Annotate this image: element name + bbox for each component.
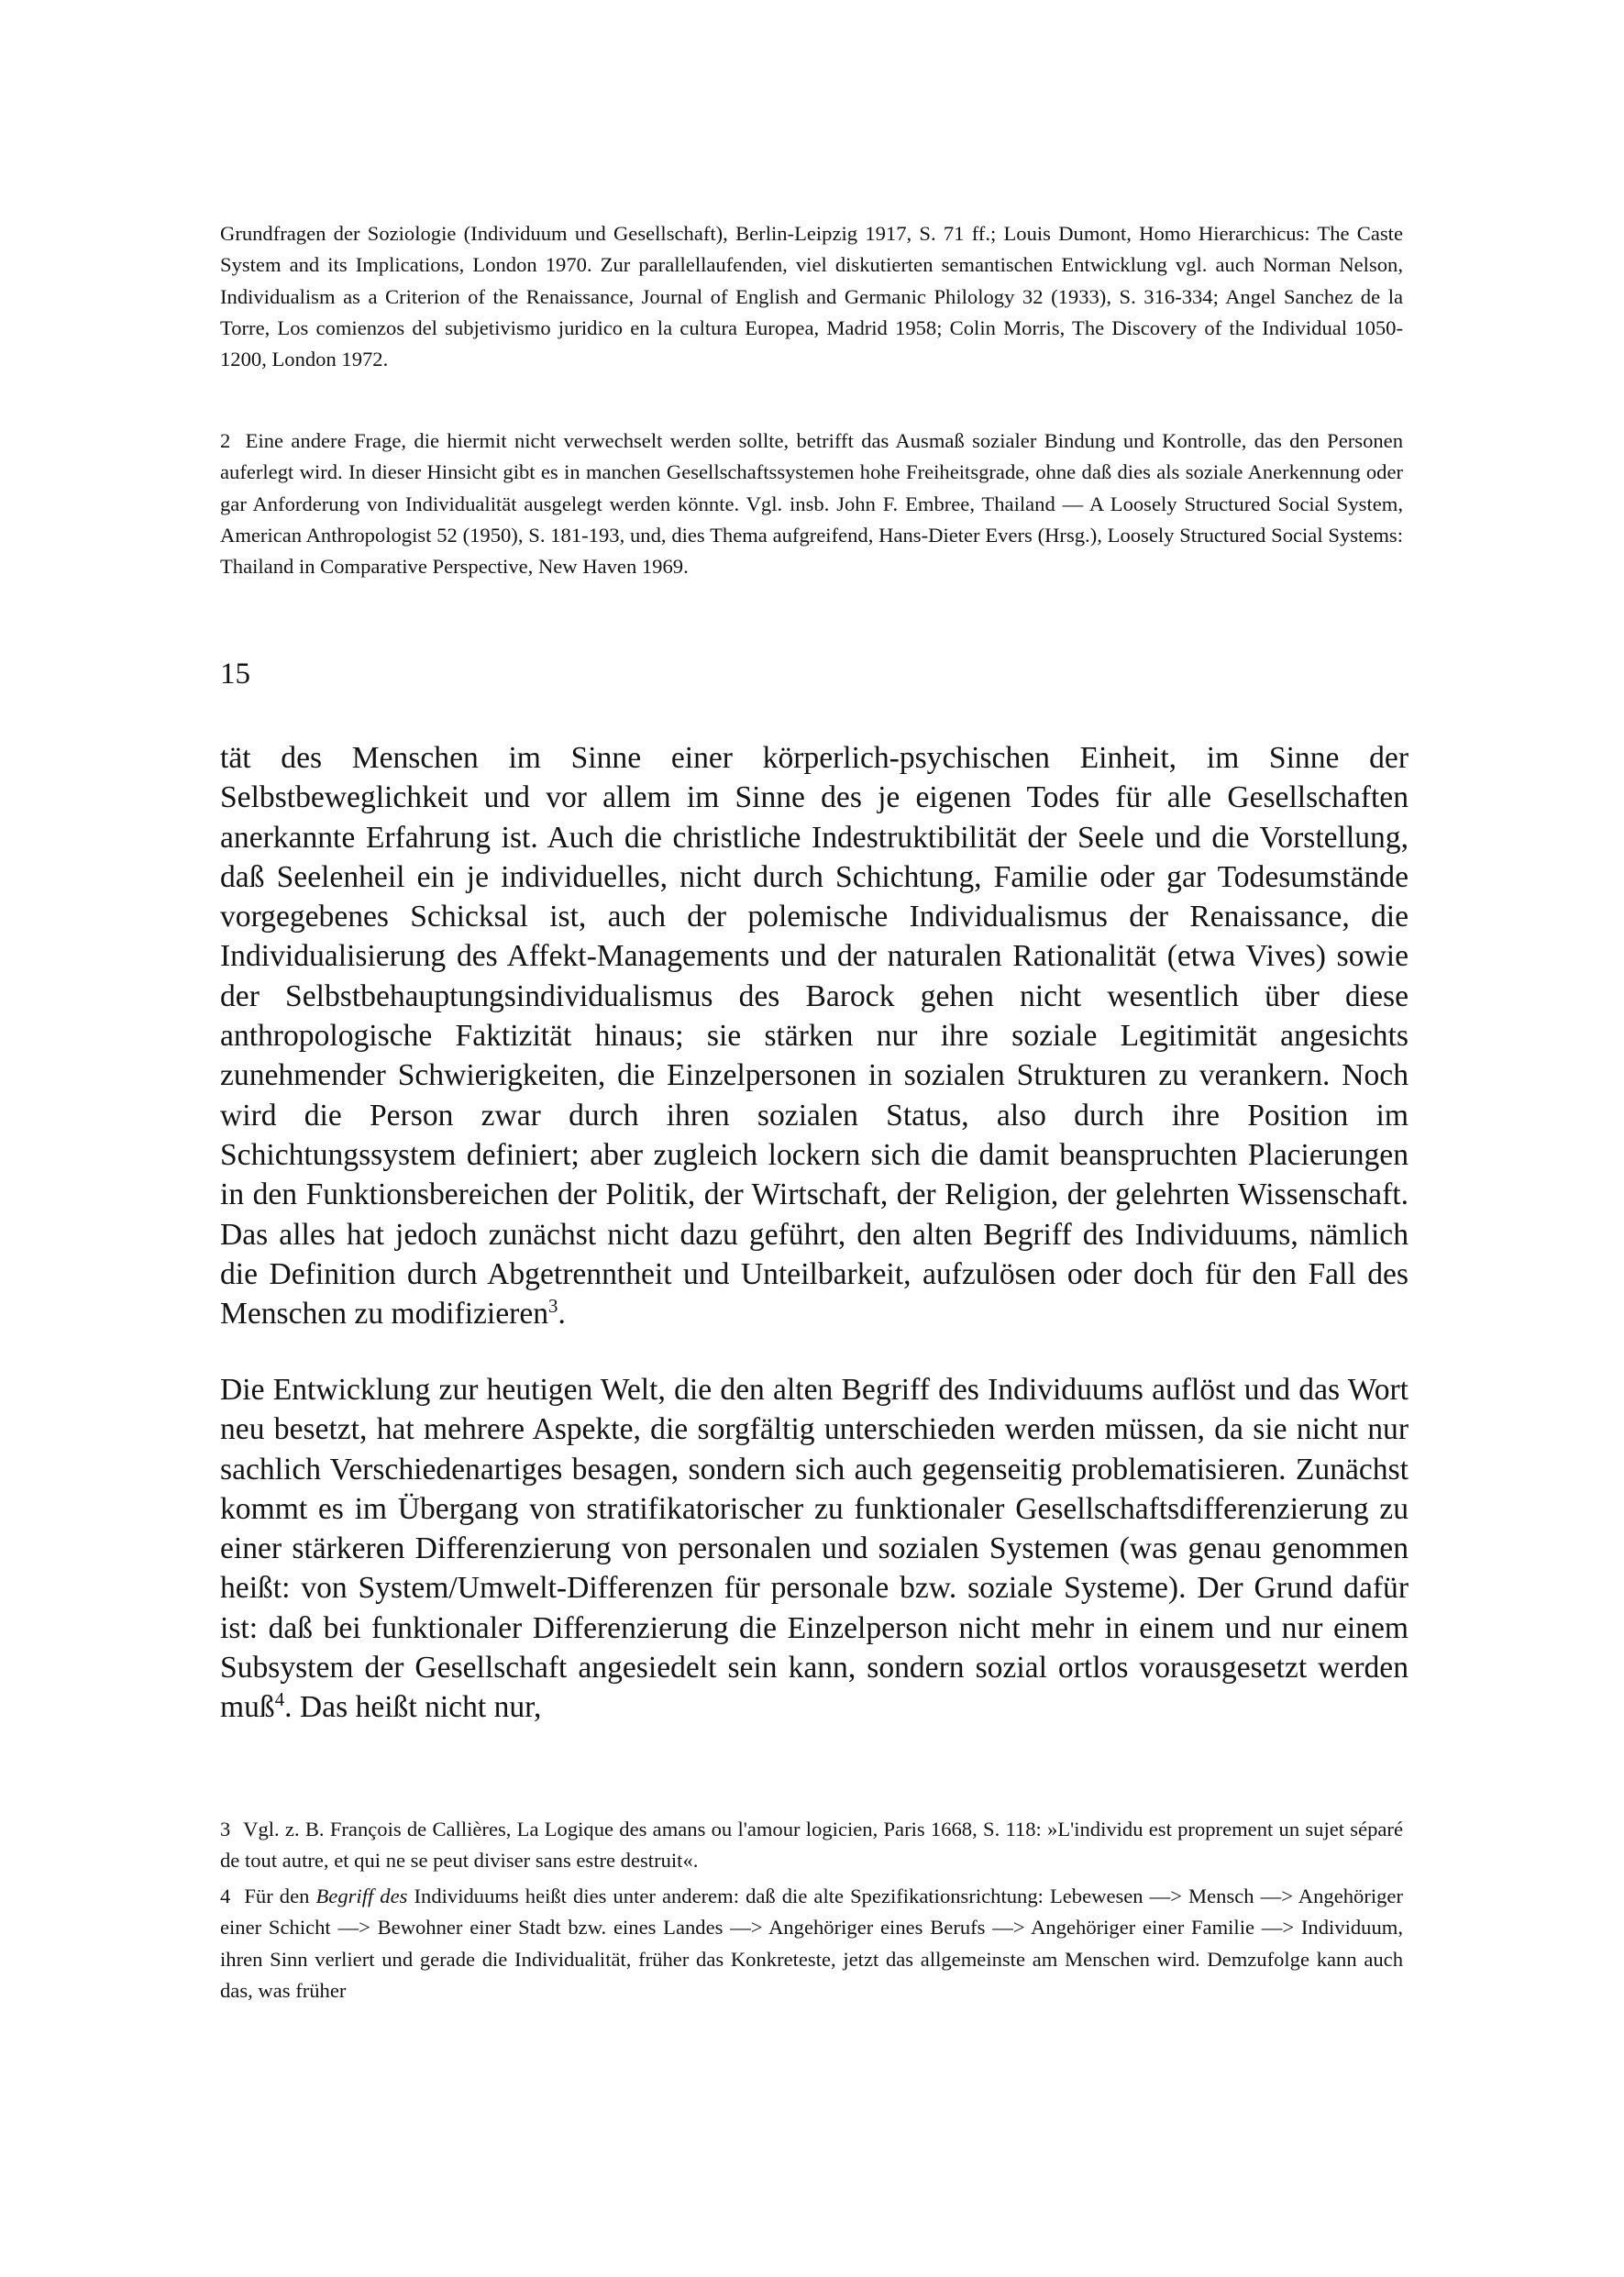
- paragraph-text: tät des Menschen im Sinne einer körperlich-psychischen Einheit, im Sinne der Selbstbeweglichkeit und vor allem im Sinne des je eigenen Todes für alle Gesellschaften anerkannte Erfahrung ist. Auch die christliche Indestruktibilität der Seele und die Vorstellung, daß Seelenheil ein je individuelles, nicht durch Schichtung, Familie oder gar Todesumstände vorgegebenes Schicksal ist, auch der polemische Individualismus der Renaissance, die Individualisierung des Affekt-Managements und der naturalen Rationalität (etwa Vives) sowie der Selbstbehauptungsindividualismus des Barock gehen nicht wesentlich über diese anthropologische Faktizität hinaus; sie stärken nur ihre soziale Legitimität angesichts zunehmender Schwierigkeiten, die Einzelpersonen in sozialen Strukturen zu verankern. Noch wird die Person zwar durch ihren sozialen Status, also durch ihre Position im Schichtungssystem definiert; aber zugleich lockern sich die damit beanspruchten Placierungen in den Funktionsbereichen der Politik, der Wirtschaft, der Religion, der gelehrten Wissenschaft. Das alles hat jedoch zunächst nicht dazu geführt, den alten Begriff des Individuums, nämlich die Definition durch Abgetrenntheit und Unteilbarkeit, aufzulösen oder doch für den Fall des Menschen zu modifizieren: [220, 741, 1409, 1332]
- paragraph-end: . Das heißt nicht nur,: [284, 1690, 542, 1725]
- footnote-number: 4: [220, 1885, 231, 1907]
- footnote-4: [220, 1881, 1403, 2006]
- page-number: 15: [220, 658, 250, 691]
- footnote-reference-3[interactable]: 3: [548, 1294, 558, 1317]
- footnote-lead: Für den: [244, 1885, 310, 1907]
- footnote-number: 2: [220, 429, 231, 452]
- footnote-text: Vgl. z. B. François de Callières, La Logique des amans ou l'amour logicien, Paris 1668, S. 118: »L'individu est proprement un sujet séparé de tout autre, et qui ne se peut diviser sans estre destruit«.: [220, 1818, 1403, 1873]
- body-paragraph-2: [220, 1370, 1409, 1728]
- paragraph-text: Die Entwicklung zur heutigen Welt, die den alten Begriff des Individuums auflöst und das Wort neu besetzt, hat mehrere Aspekte, die sorgfältig unterschieden werden müssen, da sie nicht nur sachlich Verschiedenartiges besagen, sondern sich auch gegenseitig problematisieren. Zunächst kommt es im Übergang von stratifikatorischer zu funktionaler Gesellschaftsdifferenzierung zu einer stärkeren Differenzierung von personalen und sozialen Systemen (was genau genommen heißt: von System/Umwelt-Differenzen für personale bzw. soziale Systeme). Der Grund dafür ist: daß bei funktionaler Differenzierung die Einzelperson nicht mehr in einem und nur einem Subsystem der Gesellschaft angesiedelt sein kann, sondern sozial ortlos vorausgesetzt werden muß: [220, 1373, 1409, 1725]
- footnote-text: Eine andere Frage, die hiermit nicht verwechselt werden sollte, betrifft das Ausmaß sozialer Bindung und Kontrolle, das den Personen auferlegt wird. In dieser Hinsicht gibt es in manchen Gesellschaftssystemen hohe Freiheitsgrade, ohne daß dies als soziale Anerkennung oder gar Anforderung von Individualität ausgelegt werden könnte. Vgl. insb. John F. Embree, Thailand — A Loosely Structured Social System, American Anthropologist 52 (1950), S. 181-193, und, dies Thema aufgreifend, Hans-Dieter Evers (Hrsg.), Loosely Structured Social Systems: Thailand in Comparative Perspective, New Haven 1969.: [220, 429, 1403, 579]
- footnote-number: 3: [220, 1818, 231, 1840]
- footnote-italic-phrase: Begriff des: [315, 1885, 408, 1907]
- footnote-text: Grundfragen der Soziologie (Individuum und Gesellschaft), Berlin-Leipzig 1917, S. 71 ff.; Louis Dumont, Homo Hierarchicus: The Caste System and its Implications, London 1970. Zur parallellaufenden, viel diskutierten semantischen Entwicklung vgl. auch Norman Nelson, Individualism as a Criterion of the Renaissance, Journal of English and Germanic Philology 32 (1933), S. 316-334; Angel Sanchez de la Torre, Los comienzos del subjetivismo juridico en la cultura Europea, Madrid 1958; Colin Morris, The Discovery of the Individual 1050-1200, London 1972.: [220, 222, 1403, 371]
- footnote-2: [220, 426, 1403, 582]
- footnote-3: [220, 1814, 1403, 1877]
- footnote-reference-4[interactable]: 4: [274, 1688, 285, 1711]
- footnote-text: Individuums heißt dies unter anderem: daß die alte Spezifikationsrichtung: Lebewesen —> Mensch —> Angehöriger einer Schicht —> Bewohner einer Stadt bzw. eines Landes —> Angehöriger eines Berufs —> Angehöriger einer Familie —> Individuum, ihren Sinn verliert und gerade die Individualität, früher das Konkreteste, jetzt das allgemeinste am Menschen wird. Demzufolge kann auch das, was früher: [220, 1885, 1403, 2002]
- footnote-continued: [220, 218, 1403, 375]
- body-paragraph-1: [220, 738, 1409, 1333]
- paragraph-end: .: [558, 1297, 566, 1332]
